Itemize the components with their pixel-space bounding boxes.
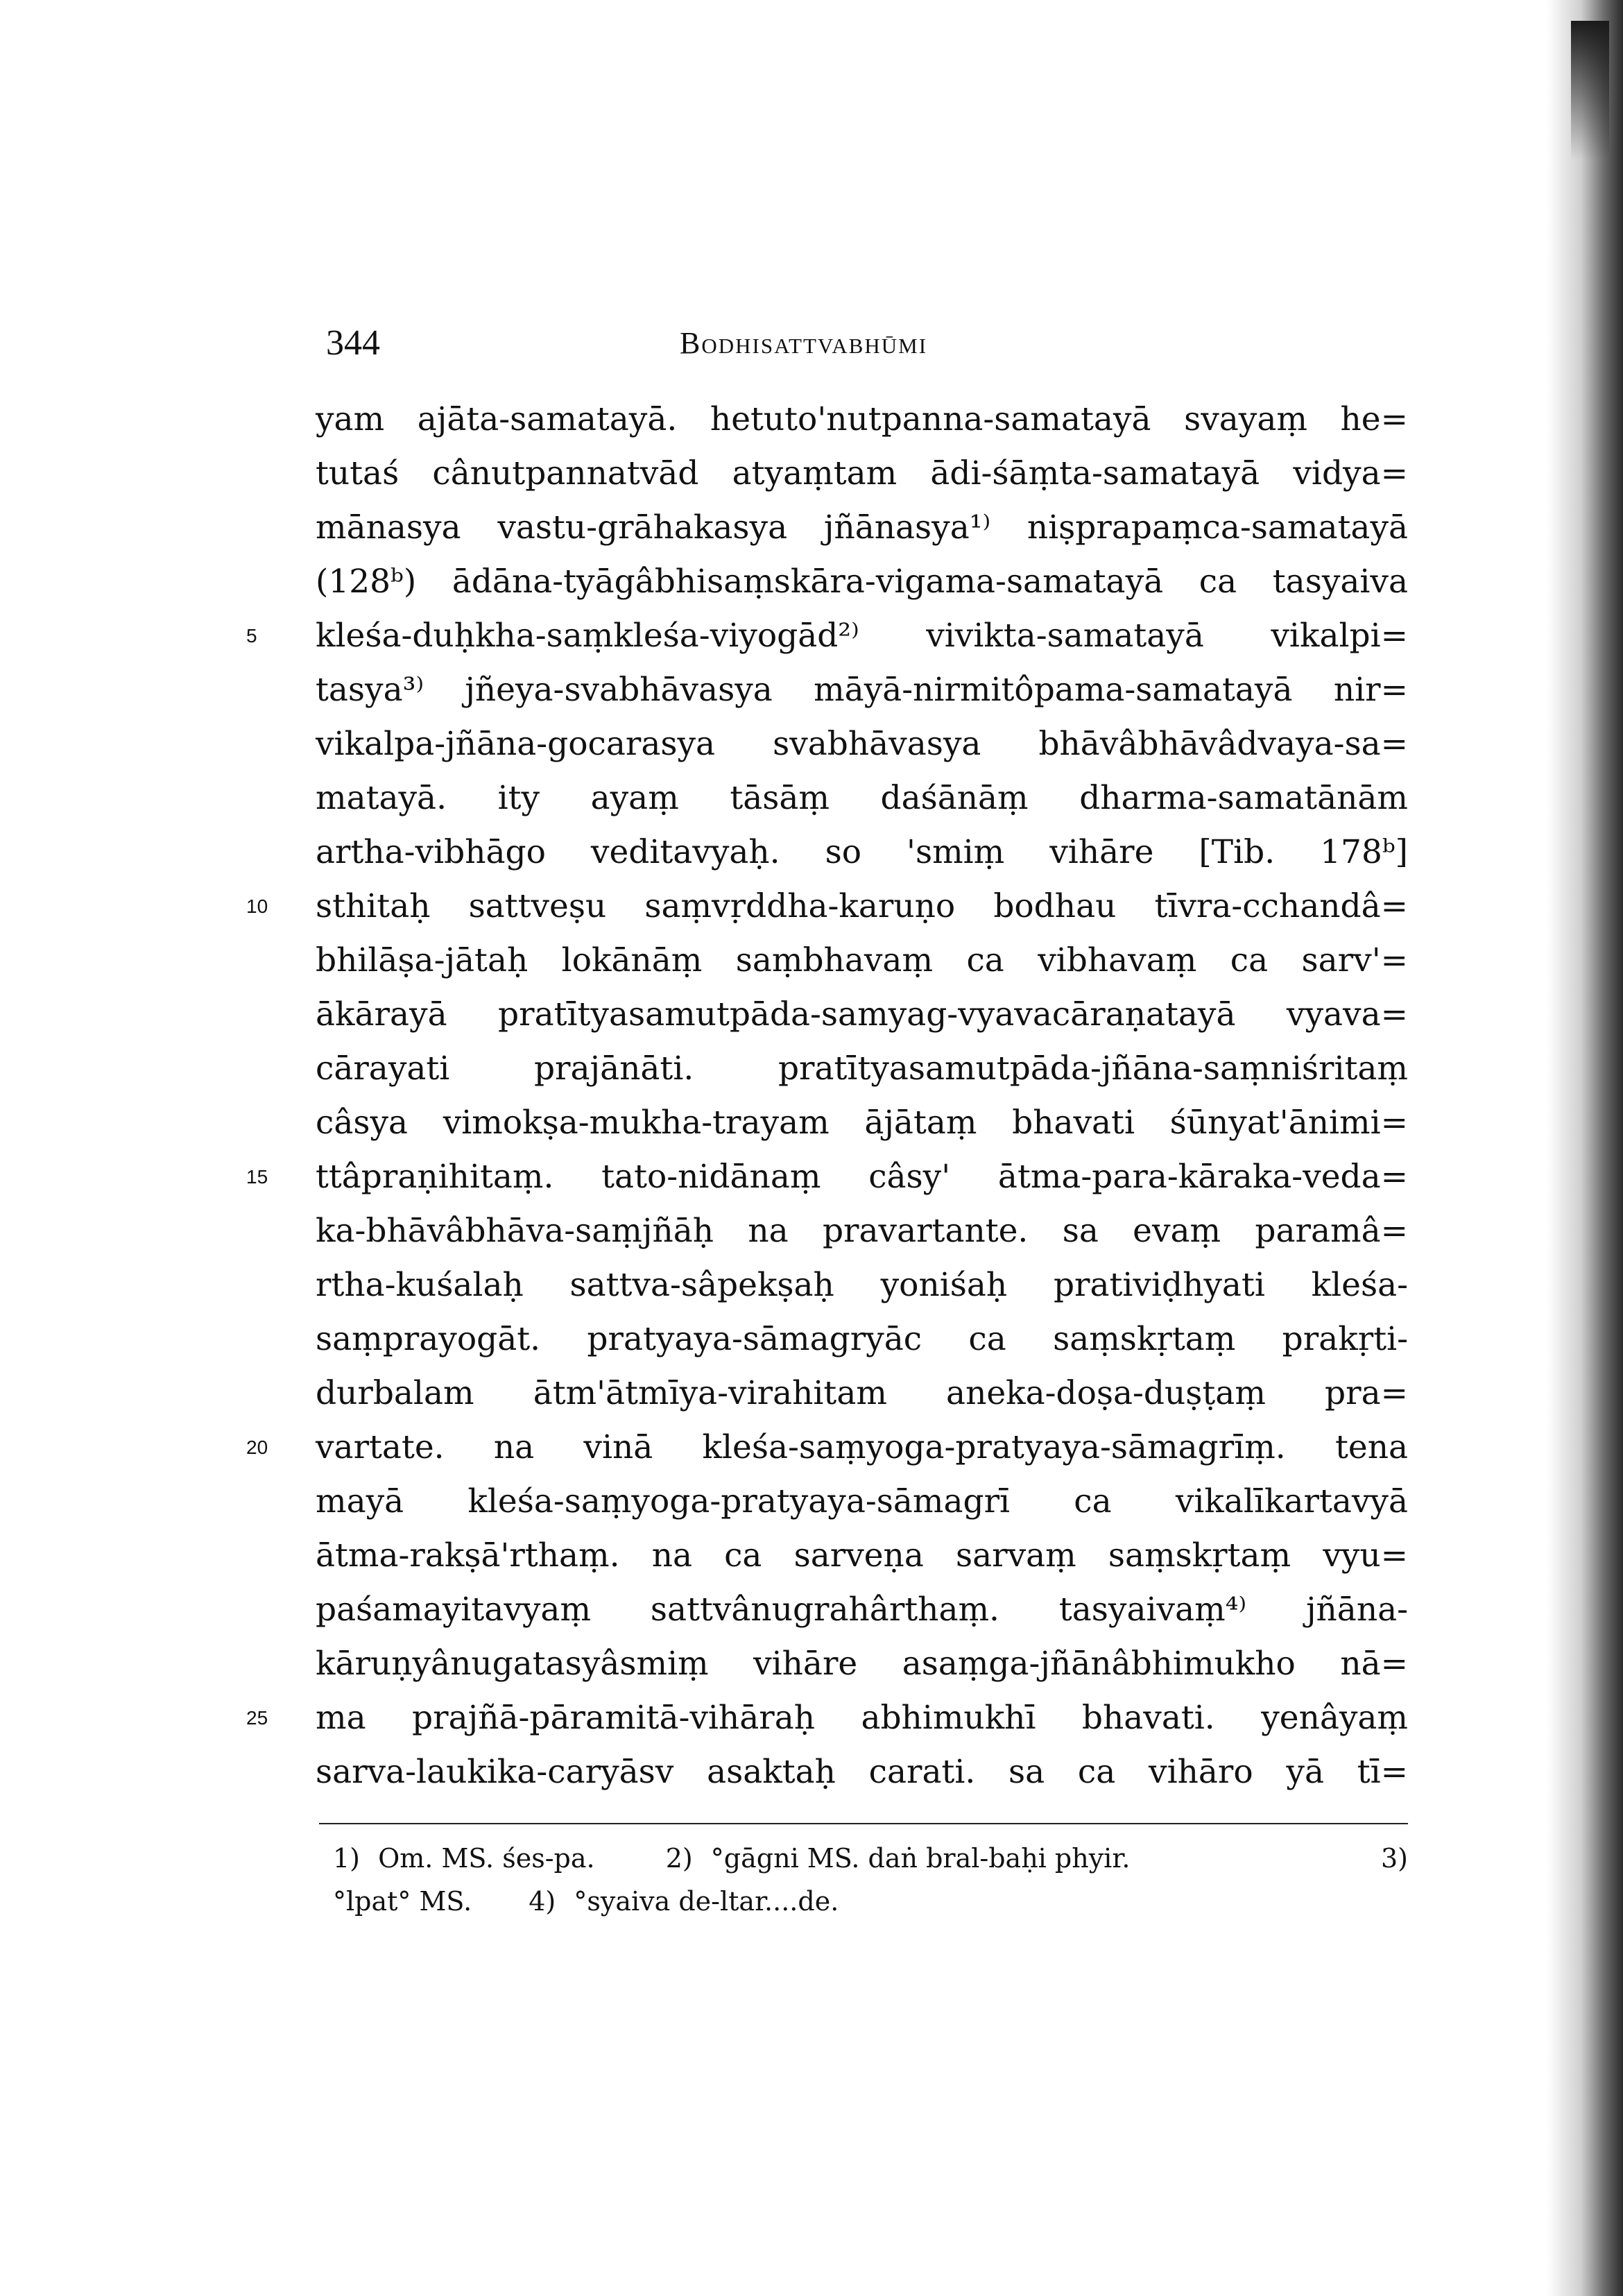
line-text: artha-vibhāgo veditavyaḥ. so 'smiṃ vihāre [Tib. 178ᵇ] bbox=[316, 833, 1408, 871]
text-line bbox=[316, 771, 1408, 825]
footnote-block bbox=[333, 1837, 1408, 1923]
line-text: bhilāṣa-jātaḥ lokānāṃ saṃbhavaṃ ca vibhavaṃ ca sarv'= bbox=[316, 941, 1408, 979]
text-line bbox=[316, 1583, 1408, 1637]
line-text: saṃprayogāt. pratyaya-sāmagryāc ca saṃskṛtaṃ prakṛti- bbox=[316, 1320, 1408, 1358]
text-line bbox=[316, 555, 1408, 609]
line-text: tutaś cânutpannatvād atyaṃtam ādi-śāṃta-samatayā vidya= bbox=[316, 454, 1408, 492]
footnote-line bbox=[333, 1880, 1408, 1923]
text-line bbox=[316, 1367, 1408, 1421]
line-number: 15 bbox=[246, 1166, 268, 1188]
line-text: kāruṇyânugatasyâsmiṃ vihāre asaṃga-jñānâbhimukho nā= bbox=[316, 1645, 1408, 1683]
line-text: cārayati prajānāti. pratītyasamutpāda-jñāna-saṃniśritaṃ bbox=[316, 1050, 1408, 1088]
line-text: rtha-kuśalaḥ sattva-sâpekṣaḥ yoniśaḥ prativiḍhyati kleśa- bbox=[316, 1266, 1408, 1304]
text-line bbox=[246, 1691, 1408, 1745]
text-line bbox=[316, 663, 1408, 717]
footnote-text: °gāgni MS. daṅ bral-baḥi phyir. bbox=[710, 1843, 1131, 1874]
line-text: durbalam ātm'ātmīya-virahitam aneka-doṣa-duṣṭaṃ pra= bbox=[316, 1374, 1408, 1412]
text-line bbox=[316, 1096, 1408, 1150]
text-line bbox=[246, 1421, 1408, 1475]
text-line bbox=[316, 447, 1408, 501]
line-number: 25 bbox=[246, 1707, 268, 1729]
text-line bbox=[316, 1475, 1408, 1529]
footnote-text: Om. MS. śes-pa. bbox=[378, 1843, 595, 1874]
text-line bbox=[316, 1042, 1408, 1096]
line-text: paśamayitavyaṃ sattvânugrahârthaṃ. tasyaivaṃ⁴⁾ jñāna- bbox=[316, 1591, 1408, 1629]
line-text: mayā kleśa-saṃyoga-pratyaya-sāmagrī ca vikalīkartavyā bbox=[316, 1482, 1408, 1520]
text-line bbox=[246, 609, 1408, 663]
footnote-marker: 1) bbox=[333, 1843, 361, 1874]
page-header bbox=[326, 316, 1408, 371]
text-line bbox=[316, 825, 1408, 880]
line-text: câsya vimokṣa-mukha-trayam ājātaṃ bhavati śūnyat'ānimi= bbox=[316, 1104, 1408, 1142]
footnote-marker: 3) bbox=[1380, 1843, 1408, 1874]
main-text bbox=[246, 393, 1408, 1799]
text-line bbox=[316, 1637, 1408, 1691]
text-line bbox=[316, 988, 1408, 1042]
running-title: Bodhisattvabhūmi bbox=[680, 326, 928, 360]
line-text: sthitaḥ sattveṣu saṃvṛddha-karuṇo bodhau tīvra-cchandâ= bbox=[316, 887, 1408, 925]
text-line bbox=[246, 880, 1408, 934]
line-text: (128ᵇ) ādāna-tyāgâbhisaṃskāra-vigama-samatayā ca tasyaiva bbox=[316, 563, 1408, 601]
footnote-marker: 2) bbox=[665, 1843, 693, 1874]
footnote-line bbox=[333, 1837, 1408, 1880]
line-number: 5 bbox=[246, 625, 257, 646]
line-text: vartate. na vinā kleśa-saṃyoga-pratyaya-sāmagrīṃ. tena bbox=[316, 1428, 1408, 1466]
text-line bbox=[316, 393, 1408, 447]
text-line bbox=[316, 1745, 1408, 1799]
page-number: 344 bbox=[326, 323, 380, 363]
text-line bbox=[316, 717, 1408, 771]
line-number: 10 bbox=[246, 896, 268, 917]
line-text: sarva-laukika-caryāsv asaktaḥ carati. sa ca vihāro yā tī= bbox=[316, 1753, 1408, 1791]
text-line bbox=[316, 501, 1408, 555]
text-line bbox=[316, 1204, 1408, 1258]
line-text: vikalpa-jñāna-gocarasya svabhāvasya bhāvâbhāvâdvaya-sa= bbox=[316, 725, 1408, 763]
footnote-text: °lpat° MS. bbox=[333, 1886, 472, 1917]
line-text: ātma-rakṣā'rthaṃ. na ca sarveṇa sarvaṃ saṃskṛtaṃ vyu= bbox=[316, 1536, 1408, 1575]
text-line bbox=[316, 934, 1408, 988]
page-edge-shadow bbox=[1547, 0, 1623, 2296]
text-line bbox=[316, 1529, 1408, 1583]
line-text: ka-bhāvâbhāva-saṃjñāḥ na pravartante. sa evaṃ paramâ= bbox=[316, 1212, 1408, 1250]
footnote-rule bbox=[319, 1823, 1408, 1824]
page-edge-mark bbox=[1571, 21, 1609, 160]
line-text: matayā. ity ayaṃ tāsāṃ daśānāṃ dharma-samatānām bbox=[316, 779, 1408, 817]
text-line bbox=[316, 1312, 1408, 1367]
line-text: ttâpraṇihitaṃ. tato-nidānaṃ câsy' ātma-para-kāraka-veda= bbox=[316, 1158, 1408, 1196]
line-text: ma prajñā-pāramitā-vihāraḥ abhimukhī bhavati. yenâyaṃ bbox=[316, 1699, 1408, 1737]
text-line bbox=[246, 1150, 1408, 1204]
line-text: mānasya vastu-grāhakasya jñānasya¹⁾ niṣprapaṃca-samatayā bbox=[316, 508, 1408, 547]
line-text: tasya³⁾ jñeya-svabhāvasya māyā-nirmitôpama-samatayā nir= bbox=[316, 671, 1408, 709]
footnote-marker: 4) bbox=[529, 1886, 556, 1917]
text-line bbox=[316, 1258, 1408, 1312]
footnote-text: °syaiva de-ltar....de. bbox=[574, 1886, 839, 1917]
line-number: 20 bbox=[246, 1437, 268, 1458]
line-text: yam ajāta-samatayā. hetuto'nutpanna-samatayā svayaṃ he= bbox=[316, 400, 1408, 438]
line-text: kleśa-duḥkha-saṃkleśa-viyogād²⁾ vivikta-samatayā vikalpi= bbox=[316, 617, 1408, 655]
line-text: ākārayā pratītyasamutpāda-samyag-vyavacāraṇatayā vyava= bbox=[316, 995, 1408, 1034]
